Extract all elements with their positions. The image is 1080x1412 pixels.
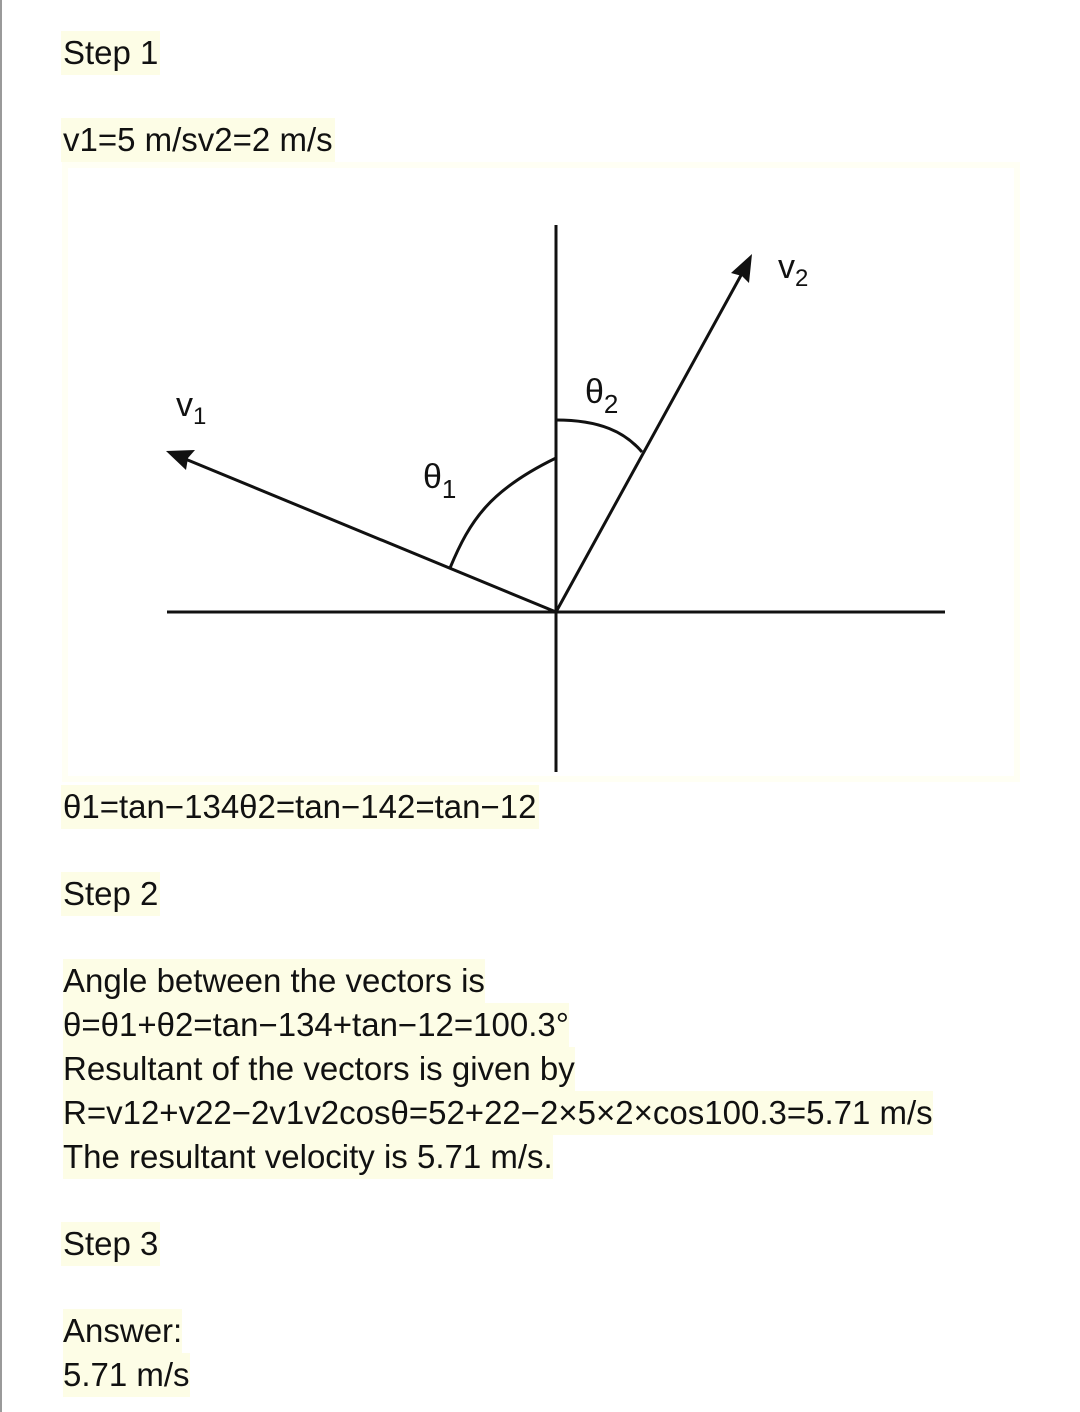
- step2-line: R=v12+v22−2v1v2cosθ=52+22−2×5×2×cos100.3=5.71 m/s: [63, 1091, 933, 1135]
- step2-line: The resultant velocity is 5.71 m/s.: [63, 1135, 553, 1179]
- step2-body: [61, 959, 937, 1179]
- step2-line: Resultant of the vectors is given by: [63, 1047, 575, 1091]
- step3-title: Step 3: [61, 1222, 160, 1266]
- page-edge: [0, 0, 2, 1412]
- theta2-arc: [556, 420, 642, 452]
- step1-title: Step 1: [61, 31, 160, 75]
- v2-arrowhead: [731, 254, 752, 283]
- label-theta2: $\theta_2$: [585, 373, 619, 419]
- step2-line: Angle between the vectors is: [63, 959, 485, 1003]
- step2-title: Step 2: [61, 872, 160, 916]
- answer-block: [61, 1309, 194, 1397]
- step2-line: θ=θ1+θ2=tan−134+tan−12=100.3°: [63, 1003, 569, 1047]
- theta1-arc: [450, 458, 556, 568]
- label-v1: $v_1$: [176, 386, 207, 430]
- given-values: v1=5 m/sv2=2 m/s: [61, 118, 335, 162]
- vector-diagram-svg: [62, 162, 1020, 782]
- label-v2: $v_2$: [778, 248, 809, 292]
- v1-vector: [178, 456, 556, 612]
- answer-label: Answer:: [63, 1309, 182, 1353]
- label-theta1: $\theta_1$: [423, 458, 457, 504]
- v2-vector: [556, 268, 745, 612]
- angle-formulas: θ1=tan−134θ2=tan−142=tan−12: [61, 785, 539, 829]
- answer-value: 5.71 m/s: [63, 1353, 190, 1397]
- vector-diagram: [62, 162, 1020, 782]
